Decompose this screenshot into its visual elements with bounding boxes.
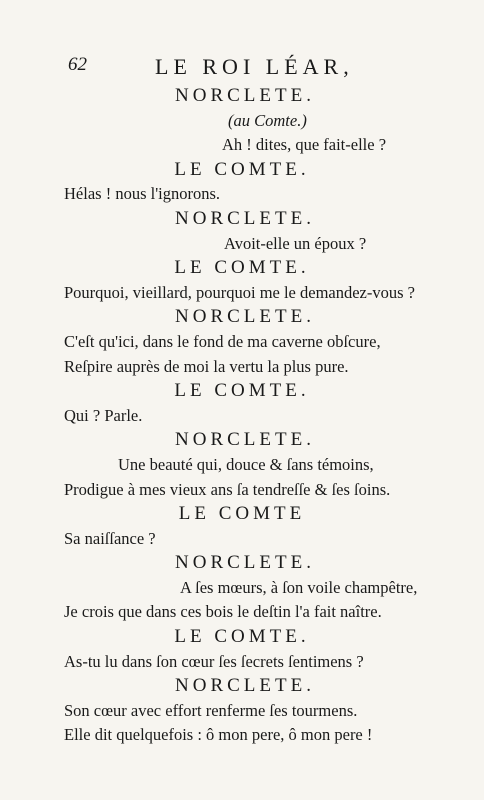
speaker-name: LE COMTE. — [174, 257, 310, 279]
verse-line: Elle dit quelquefois : ô mon pere, ô mon pere ! — [64, 725, 373, 745]
verse-line: Reſpire auprès de moi la vertu la plus pure. — [64, 356, 349, 376]
verse-line: Hélas ! nous l'ignorons. — [64, 184, 221, 204]
speaker-name: NORCLETE. — [175, 85, 315, 106]
verse-line: As-tu lu dans ſon cœur ſes ſecrets ſentimens ? — [64, 651, 364, 671]
verse-line: Qui ? Parle. — [64, 405, 143, 425]
speaker-name: LE COMTE — [178, 503, 306, 525]
speaker-name: LE COMTE. — [174, 380, 310, 402]
verse-line: Une beauté qui, douce & ſans témoins, — [118, 454, 374, 474]
speaker-name: NORCLETE. — [175, 552, 315, 574]
speaker-name: NORCLETE. — [175, 306, 315, 328]
verse-line: Sa naiſſance ? — [64, 528, 156, 548]
verse-line: Pourquoi, vieillard, pourquoi me le demandez-vous ? — [64, 282, 415, 302]
speaker-name: NORCLETE. — [175, 675, 315, 697]
verse-line: Je crois que dans ces bois le deſtin l'a fait naître. — [64, 602, 382, 622]
verse-line: Ah ! dites, que fait-elle ? — [222, 135, 387, 155]
speaker-name: NORCLETE. — [175, 207, 315, 229]
dialogue-text — [0, 84, 484, 748]
verse-line: Son cœur avec effort renferme ſes tourmens. — [64, 700, 358, 720]
page-header — [0, 54, 484, 82]
running-title: LE ROI LÉAR, — [155, 54, 354, 79]
verse-line: Prodigue à mes vieux ans ſa tendreſſe & ſes ſoins. — [64, 479, 391, 499]
speaker-name: LE COMTE. — [174, 158, 310, 180]
stage-direction: (au Comte.) — [228, 110, 307, 130]
speaker-name: NORCLETE. — [175, 429, 315, 451]
page-number: 62 — [68, 54, 87, 75]
verse-line: C'eſt qu'ici, dans le fond de ma caverne obſcure, — [64, 331, 381, 351]
verse-line: A ſes mœurs, à ſon voile champêtre, — [180, 577, 418, 597]
verse-line: Avoit-elle un époux ? — [224, 233, 367, 253]
speaker-name: LE COMTE. — [174, 626, 310, 648]
